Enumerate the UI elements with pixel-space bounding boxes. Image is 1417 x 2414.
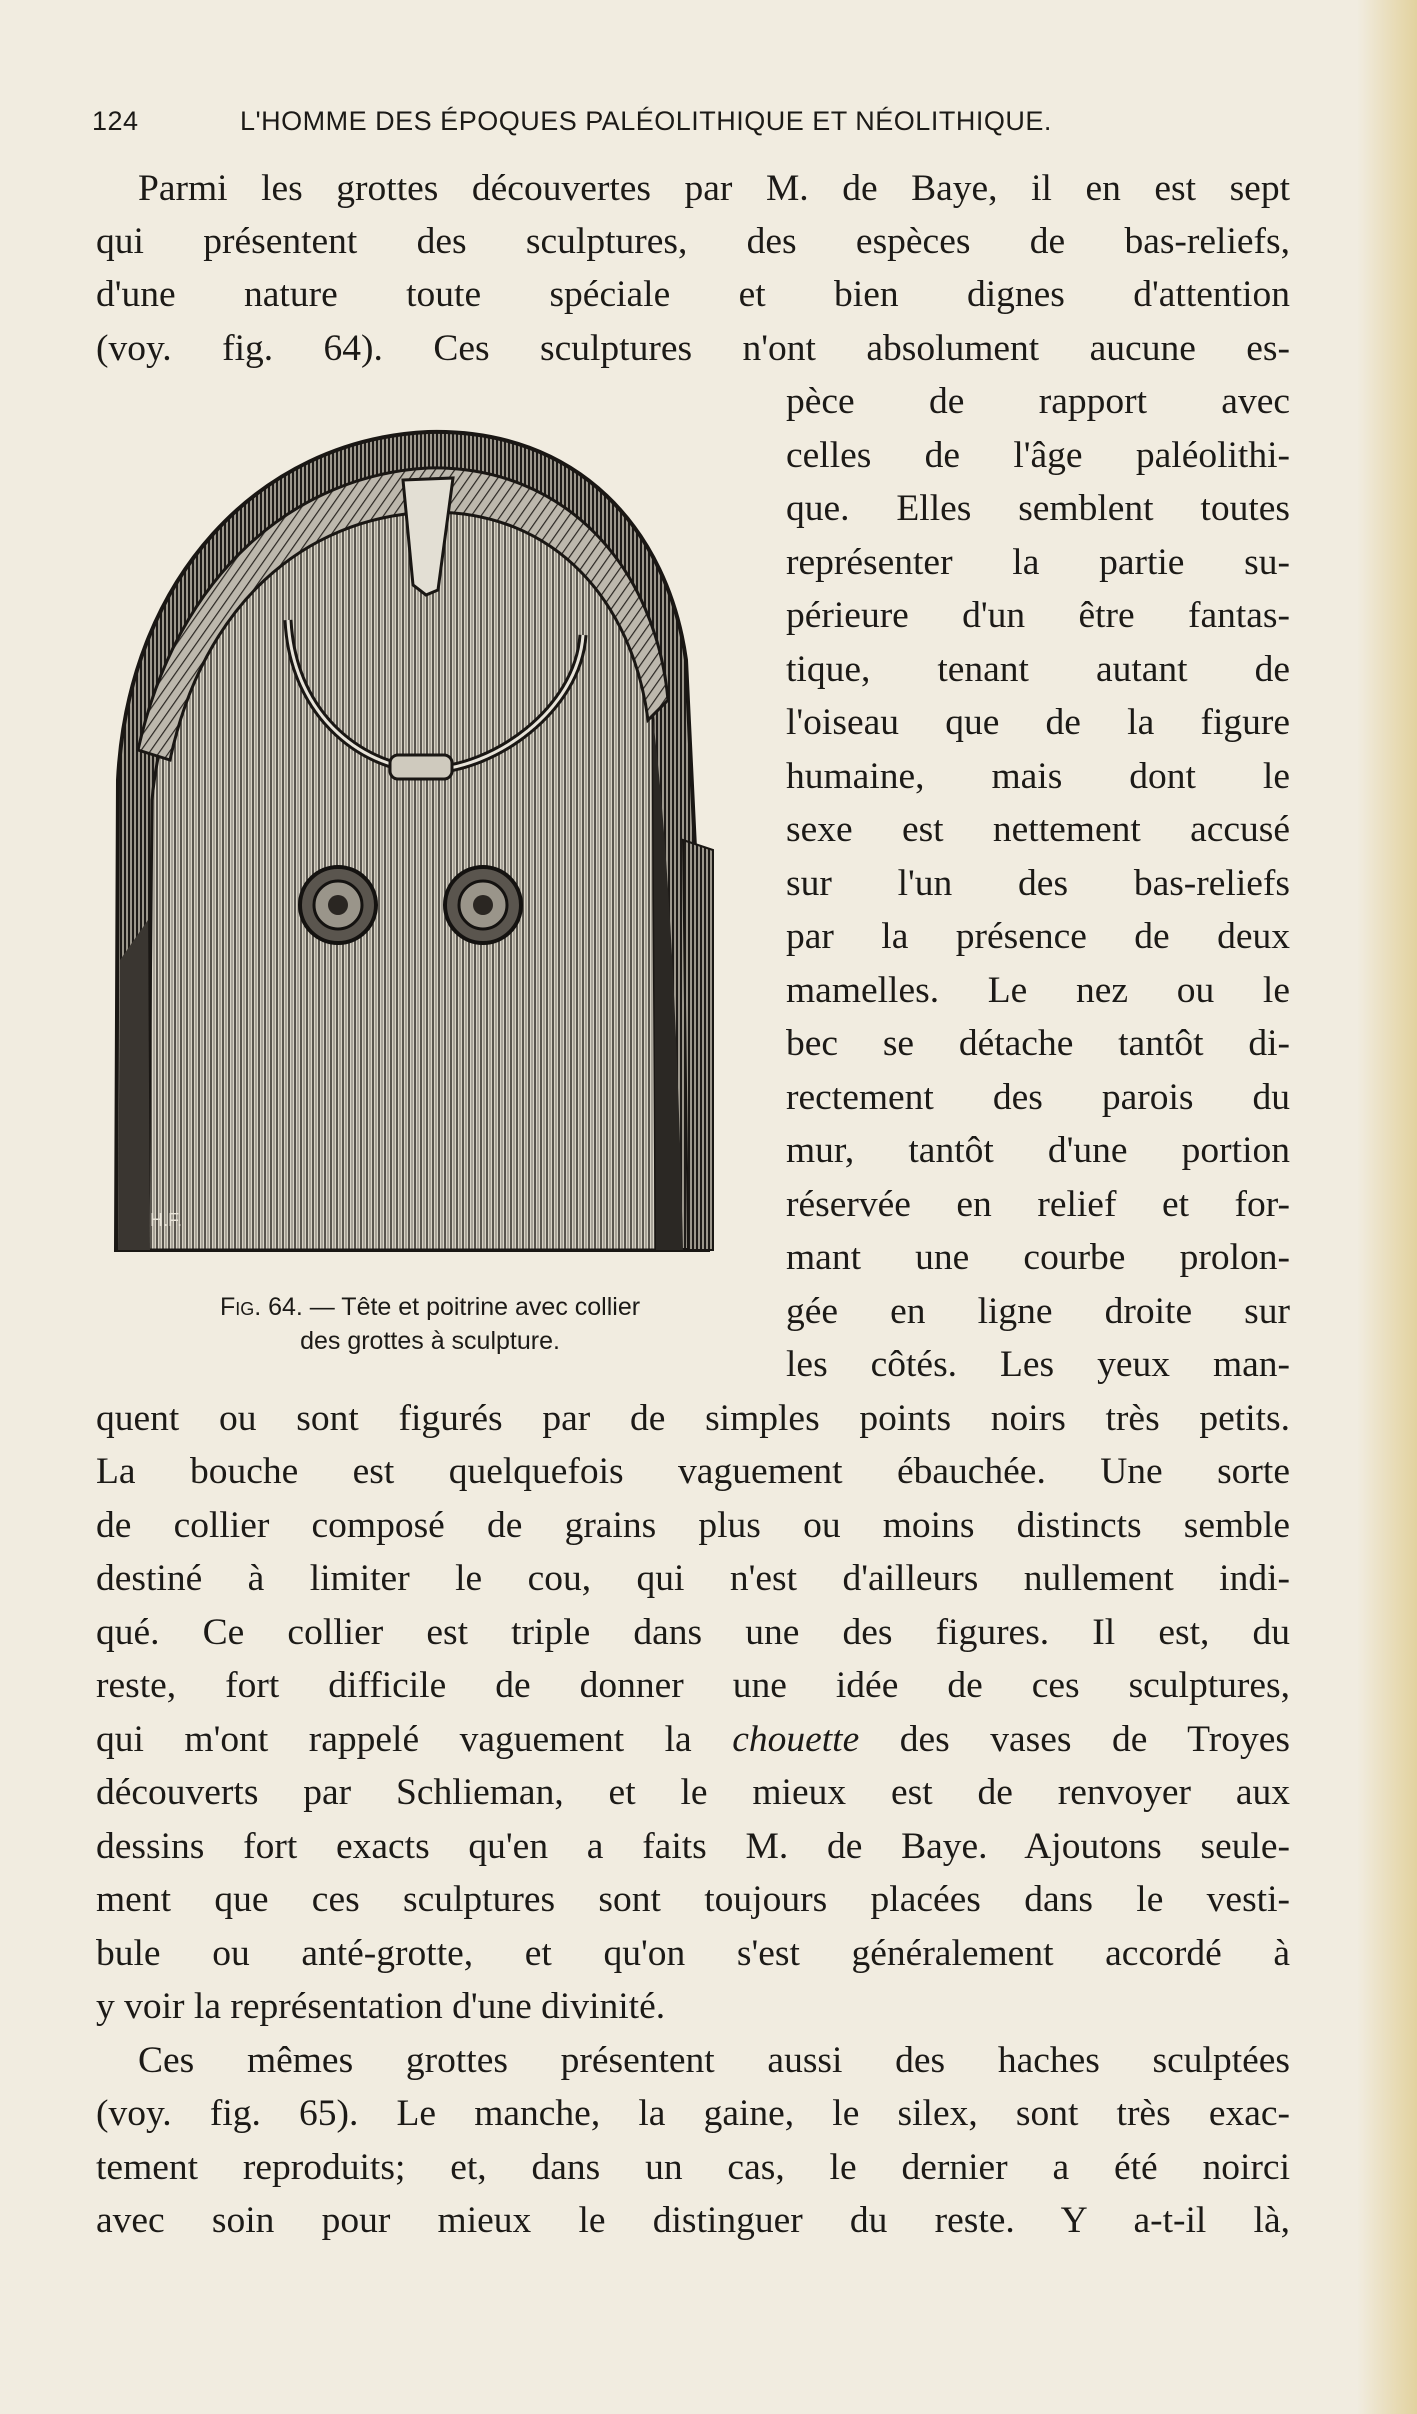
text-line: Parmi les grottes découvertes par M. de Baye, il en est sept	[138, 168, 1290, 209]
caption-line-2: des grottes à sculpture.	[300, 1327, 560, 1355]
text-line: mamelles. Le nez ou le	[786, 970, 1290, 1011]
text-segment: qui m'ont rappelé vaguement la	[96, 1719, 733, 1760]
text-line: gée en ligne droite sur	[786, 1291, 1290, 1332]
text-line: dessins fort exacts qu'en a faits M. de Baye. Ajoutons seule-	[96, 1826, 1290, 1867]
text-line: bule ou anté-grotte, et qu'on s'est généralement accordé à	[96, 1933, 1290, 1974]
text-line: sur l'un des bas-reliefs	[786, 863, 1290, 904]
text-line: périeure d'un être fantas-	[786, 595, 1290, 636]
caption-text: — Tête et poitrine avec collier	[302, 1293, 641, 1321]
text-line: (voy. fig. 65). Le manche, la gaine, le silex, sont très exac-	[96, 2093, 1290, 2134]
text-line: que. Elles semblent toutes	[786, 488, 1290, 529]
text-line: tique, tenant autant de	[786, 649, 1290, 690]
running-title: L'HOMME DES ÉPOQUES PALÉOLITHIQUE ET NÉOLITHIQUE.	[240, 106, 1052, 136]
text-line: mur, tantôt d'une portion	[786, 1130, 1290, 1171]
figure-caption	[140, 1290, 720, 1358]
text-line: par la présence de deux	[786, 916, 1290, 957]
text-line: bec se détache tantôt di-	[786, 1023, 1290, 1064]
text-line: qué. Ce collier est triple dans une des figures. Il est, du	[96, 1612, 1290, 1653]
text-line: avec soin pour mieux le distinguer du reste. Y a-t-il là,	[96, 2200, 1290, 2241]
text-line: celles de l'âge paléolithi-	[786, 435, 1290, 476]
text-line	[96, 1713, 1290, 1767]
text-line: rectement des parois du	[786, 1077, 1290, 1118]
text-line: La bouche est quelquefois vaguement ébauchée. Une sorte	[96, 1451, 1290, 1492]
engraving-illustration	[108, 420, 720, 1270]
text-line: reste, fort difficile de donner une idée de ces sculptures,	[96, 1665, 1290, 1706]
text-line: représenter la partie su-	[786, 542, 1290, 583]
text-line: destiné à limiter le cou, qui n'est d'ailleurs nullement indi-	[96, 1558, 1290, 1599]
figure-label: Fig. 64.	[219, 1293, 303, 1321]
text-line: pèce de rapport avec	[786, 381, 1290, 422]
text-line: tement reproduits; et, dans un cas, le dernier a été noirci	[96, 2147, 1290, 2188]
text-line: sexe est nettement accusé	[786, 809, 1290, 850]
figure-64-sculpted-head	[108, 420, 720, 1270]
text-line: ment que ces sculptures sont toujours placées dans le vesti-	[96, 1879, 1290, 1920]
caption-line-1	[140, 1290, 720, 1324]
text-line: qui présentent des sculptures, des espèces de bas-reliefs,	[96, 221, 1290, 262]
text-line: les côtés. Les yeux man-	[786, 1344, 1290, 1385]
page-number: 124	[92, 106, 139, 136]
page-edge-shading	[1357, 0, 1417, 2414]
text-line: humaine, mais dont le	[786, 756, 1290, 797]
text-line: (voy. fig. 64). Ces sculptures n'ont absolument aucune es-	[96, 328, 1290, 369]
text-line: de collier composé de grains plus ou moins distincts semble	[96, 1505, 1290, 1546]
text-segment: des vases de Troyes	[859, 1719, 1290, 1760]
text-line: l'oiseau que de la figure	[786, 702, 1290, 743]
engraver-mark: H.F.	[150, 1210, 183, 1230]
text-line: y voir la représentation d'une divinité.	[96, 1986, 666, 2027]
text-line: découverts par Schlieman, et le mieux est de renvoyer aux	[96, 1772, 1290, 1813]
italic-term: chouette	[732, 1719, 860, 1760]
running-header	[92, 100, 1292, 150]
text-line: Ces mêmes grottes présentent aussi des haches sculptées	[138, 2040, 1290, 2081]
text-line: quent ou sont figurés par de simples points noirs très petits.	[96, 1398, 1290, 1439]
text-line: réservée en relief et for-	[786, 1184, 1290, 1225]
text-line: mant une courbe prolon-	[786, 1237, 1290, 1278]
text-line: d'une nature toute spéciale et bien dignes d'attention	[96, 274, 1290, 315]
